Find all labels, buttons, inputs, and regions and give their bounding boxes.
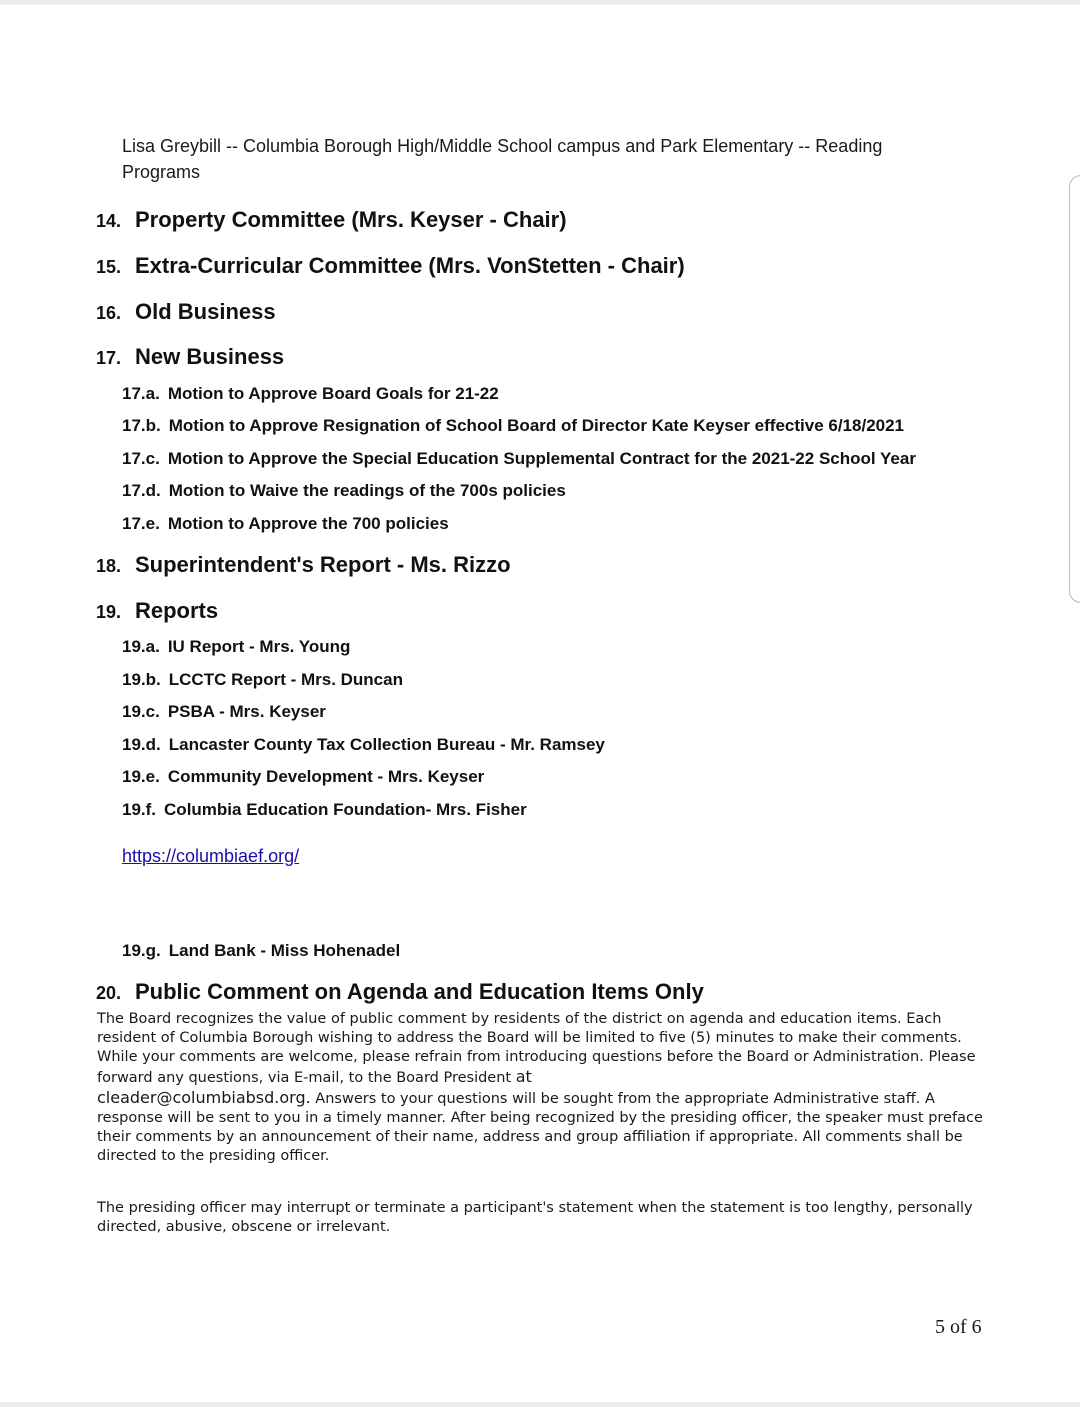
sub-item-text: Motion to Approve Board Goals for 21-22 [167,384,499,403]
item-number: 16. [96,303,122,323]
item-number: 15. [96,257,122,277]
item-title: Reports [135,598,219,623]
report-item-19g [122,941,400,961]
report-item-19c [122,702,326,722]
item-number: 18. [96,556,122,576]
sub-item-text: Motion to Approve Resignation of School Board of Director Kate Keyser effective 6/18/2021 [168,416,905,435]
new-business-item-17e [122,514,449,534]
sub-item-text: Motion to Approve the Special Education Supplemental Contract for the 2021-22 School Year [167,449,916,468]
bottom-chrome-bar [0,1402,1080,1407]
new-business-item-17a [122,384,499,404]
sub-item-text: LCCTC Report - Mrs. Duncan [168,670,403,689]
sub-item-number: 17.a. [122,384,160,403]
item-title: Old Business [135,299,276,324]
item-title: Property Committee (Mrs. Keyser - Chair) [135,207,567,232]
report-item-19f [122,800,527,820]
agenda-item-16 [96,299,276,325]
sub-item-number: 19.c. [122,702,160,721]
sub-item-number: 19.a. [122,637,160,656]
item-title: Extra-Curricular Committee (Mrs. VonStetten - Chair) [135,253,685,278]
item-number: 19. [96,602,122,622]
public-comment-text-1: The Board recognizes the value of public comment by residents of the district on agenda and education items. Each resident of Columbia Borough wishing to address the Board will be limited to five (5) minutes to make their comments. While your comments are welcome, please refrain from introducing questions before the Board or Administration. Please forward any questions, via E-mail, to the Board President [97,1011,976,1086]
sub-item-number: 17.e. [122,514,160,533]
item-title: Public Comment on Agenda and Education Items Only [135,979,704,1004]
report-item-19d [122,735,605,755]
sub-item-number: 19.e. [122,767,160,786]
public-comment-paragraph [97,1010,997,1166]
sub-item-text: IU Report - Mrs. Young [167,637,351,656]
intro-text: Lisa Greybill -- Columbia Borough High/Middle School campus and Park Elementary -- Reading Programs [122,136,883,182]
report-item-19e [122,767,484,787]
sub-item-number: 19.g. [122,941,161,960]
presiding-officer-paragraph: The presiding officer may interrupt or terminate a participant's statement when the statement is too lengthy, personally directed, abusive, obscene or irrelevant. [97,1200,973,1235]
sub-item-text: Motion to Approve the 700 policies [167,514,449,533]
sub-item-text: Lancaster County Tax Collection Bureau - Mr. Ramsey [168,735,605,754]
agenda-item-14 [96,207,567,233]
sub-item-text: Columbia Education Foundation- Mrs. Fisher [164,800,527,819]
agenda-item-17 [96,344,284,370]
item-number: 14. [96,211,122,231]
item-title: New Business [135,344,285,369]
scroll-handle[interactable] [1069,175,1080,603]
sub-item-text: PSBA - Mrs. Keyser [167,702,326,721]
sub-item-number: 17.c. [122,449,160,468]
sub-item-text: Land Bank - Miss Hohenadel [168,941,401,960]
sub-item-number: 19.d. [122,735,161,754]
agenda-item-18 [96,552,511,578]
foundation-link[interactable]: https://columbiaef.org/ [122,846,300,866]
item-number: 20. [96,983,122,1003]
at-word: at [515,1067,532,1086]
page-indicator: 5 of 6 [935,1316,982,1338]
item-title: Superintendent's Report - Ms. Rizzo [135,552,511,577]
new-business-item-17c [122,449,916,469]
agenda-item-20 [96,979,704,1005]
new-business-item-17d [122,481,566,501]
sub-item-number: 17.d. [122,481,161,500]
report-item-19b [122,670,403,690]
report-item-19a [122,637,350,657]
sub-item-text: Community Development - Mrs. Keyser [167,767,485,786]
board-president-email: cleader@columbiabsd.org. [97,1088,311,1107]
top-chrome-bar [0,0,1080,5]
sub-item-number: 19.b. [122,670,161,689]
agenda-item-19 [96,598,218,624]
sub-item-number: 17.b. [122,416,161,435]
public-comment-text-2: Answers to your questions will be sought from the appropriate Administrative staff. A response will be sent to you in a timely manner. After being recognized by the presiding officer, the speaker must preface their comments by an announcement of their name, address and group affiliation if appropriate. All comments shall be directed to the presiding officer. [97,1091,983,1164]
sub-item-text: Motion to Waive the readings of the 700s policies [168,481,566,500]
item-number: 17. [96,348,122,368]
new-business-item-17b [122,416,904,436]
sub-item-number: 19.f. [122,800,157,819]
agenda-item-15 [96,253,685,279]
